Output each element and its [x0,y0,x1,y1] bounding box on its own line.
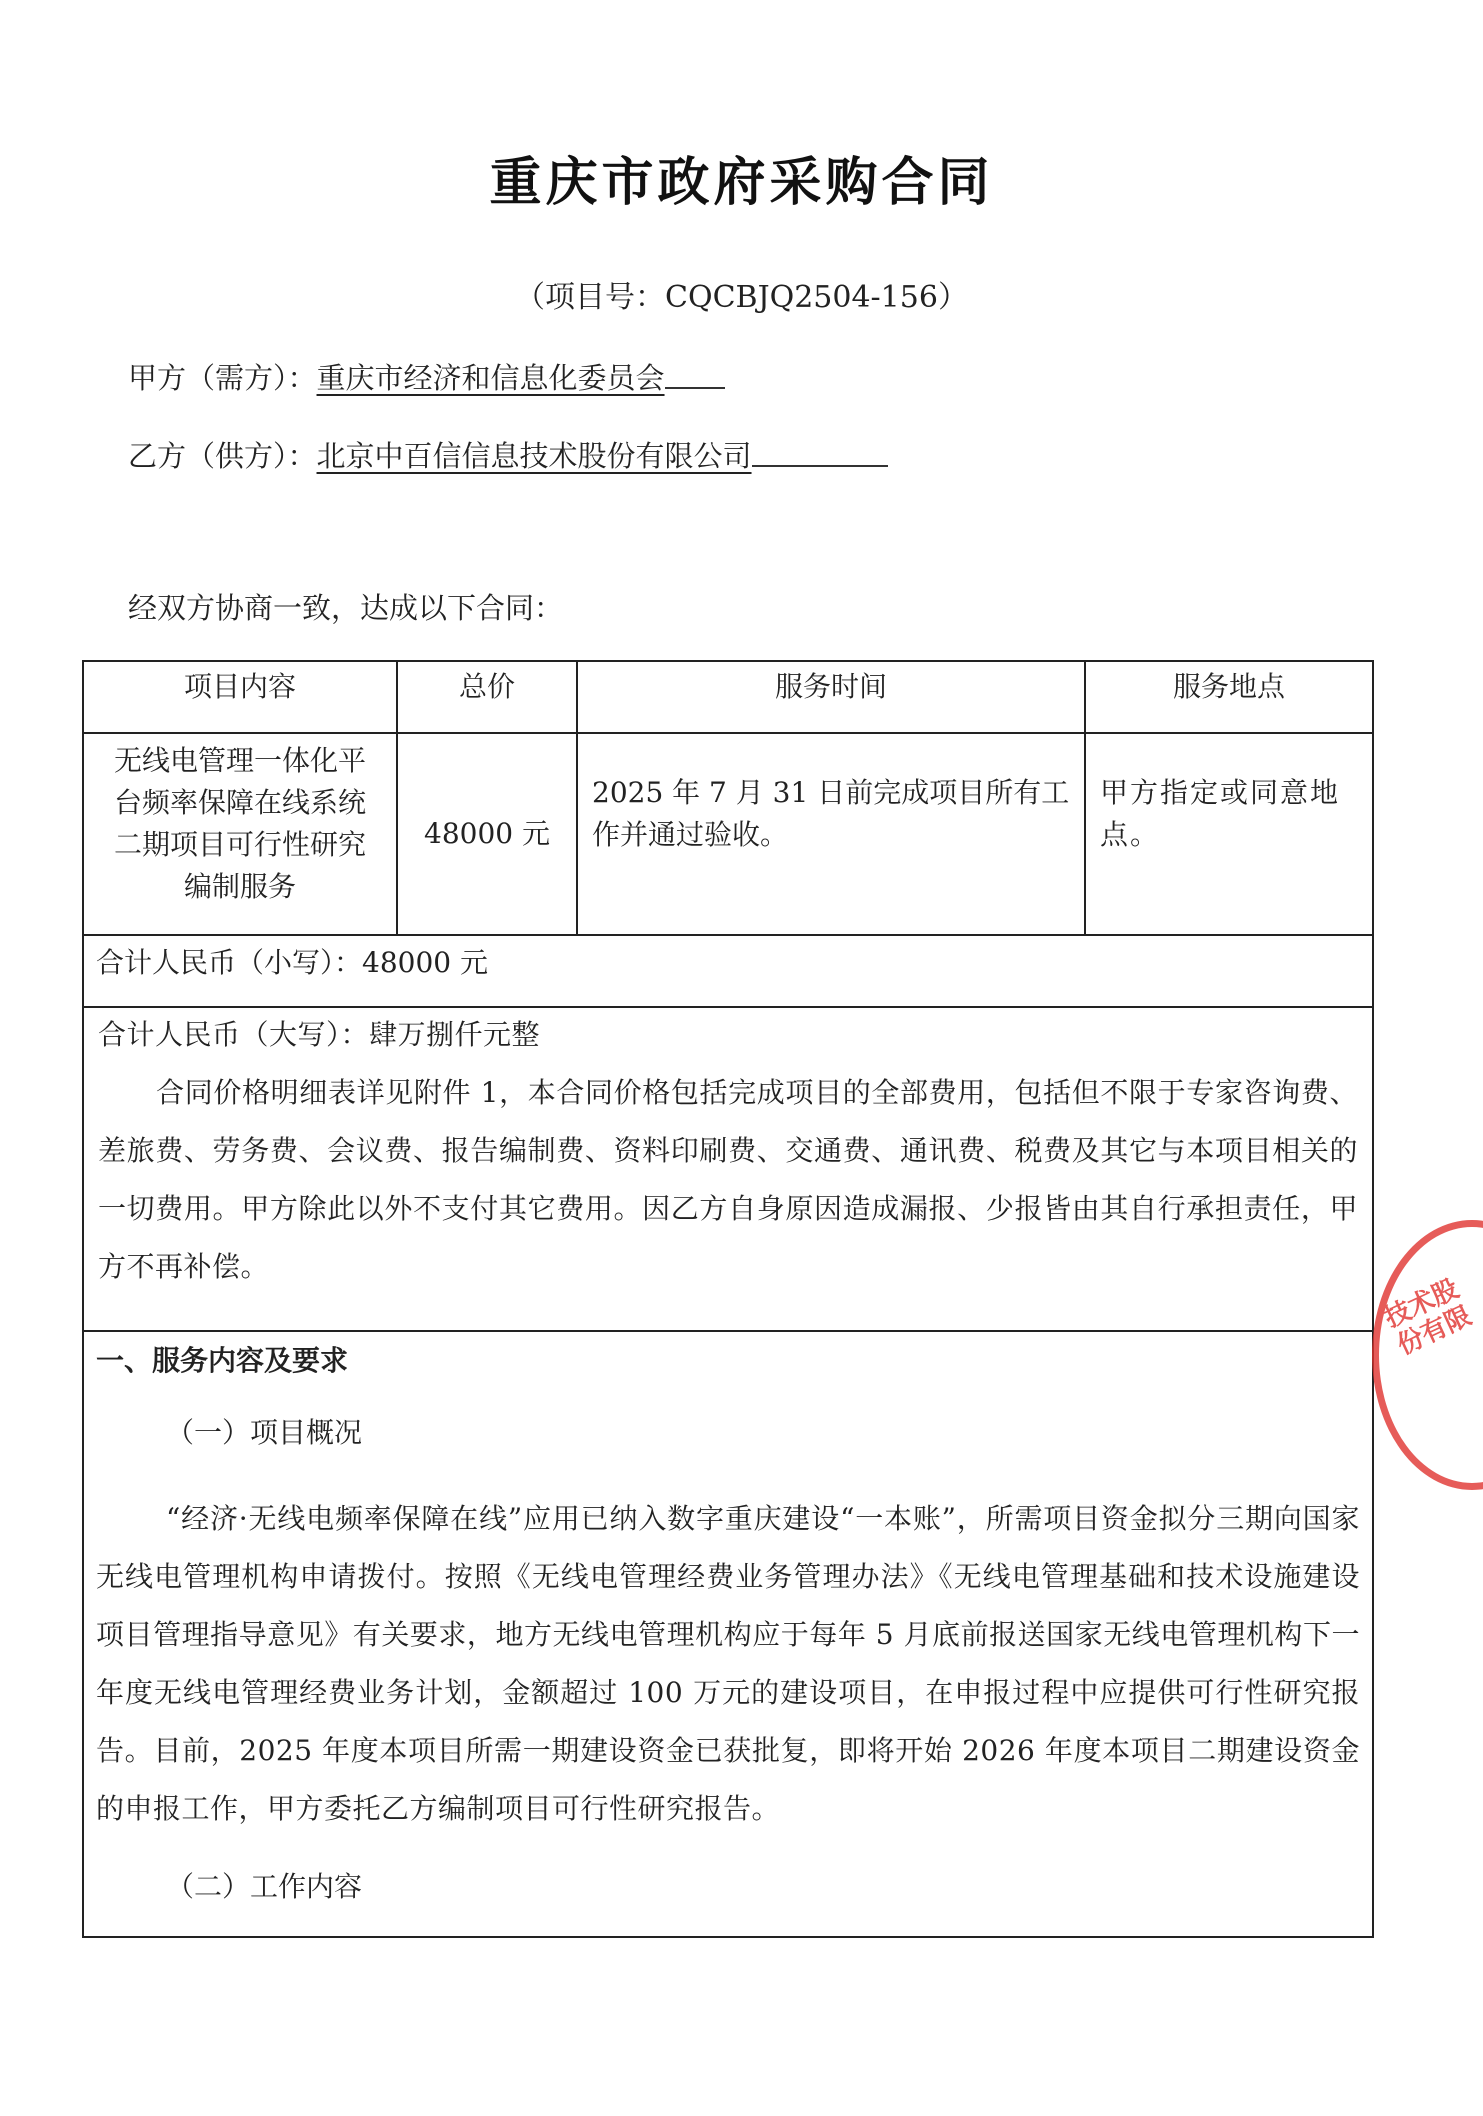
cell-item: 无线电管理一体化平台频率保障在线系统二期项目可行性研究编制服务 [83,733,397,935]
cell-price: 48000 元 [397,733,577,935]
table-header-row [83,661,1373,733]
price-note-cell [83,1007,1373,1331]
price-note-wrap [98,1064,1358,1296]
cell-time: 2025 年 7 月 31 日前完成项目所有工作并通过验收。 [577,733,1085,935]
total-upper: 合计人民币（大写）：肆万捌仟元整 [98,1018,541,1051]
company-seal [1372,1220,1483,1490]
party-a-label: 甲方（需方）： [128,361,317,395]
header-time: 服务时间 [577,661,1085,733]
section1-sub2: （二）工作内容 [166,1869,363,1903]
section1-cell [83,1331,1373,1937]
section1-body: “经济·无线电频率保障在线”应用已纳入数字重庆建设“一本账”，所需项目资金拟分三期向国家无线电管理机构申请拨付。按照《无线电管理经费业务管理办法》《无线电管理基础和技术设施建设项目管理指导意见》有关要求，地方无线电管理机构应于每年 5 月底前报送国家无线电管理机构下一年度无线电管理经费业务计划，金额超过 100 万元的建设项目，在申报过程中应提供可行性研究报告。目前，2025 年度本项目所需一期建设资金已获批复，即将开始 2026 年度本项目二期建设资金的申报工作，甲方委托乙方编制项目可行性研究报告。 [96,1501,1360,1825]
section1-row [83,1331,1373,1937]
table-row [83,733,1373,935]
section1-sub1: （一）项目概况 [166,1415,363,1449]
cell-place: 甲方指定或同意地点。 [1085,733,1373,935]
party-b-label: 乙方（供方）： [128,439,317,473]
price-note: 合同价格明细表详见附件 1，本合同价格包括完成项目的全部费用，包括但不限于专家咨询费、差旅费、劳务费、会议费、报告编制费、资料印刷费、交通费、通讯费、税费及其它与本项目相关的一切费用。甲方除此以外不支付其它费用。因乙方自身原因造成漏报、少报皆由其自行承担责任，甲方不再补偿。 [98,1076,1358,1283]
total-lower-row [83,935,1373,1007]
party-a [128,356,725,397]
party-b-underline [752,464,888,467]
seal-text: 技术股份有限 [1380,1273,1477,1362]
party-a-underline [665,386,725,389]
party-b-value: 北京中百信信息技术股份有限公司 [316,439,752,473]
contract-table [82,660,1374,1938]
party-b [128,434,888,475]
intro-text: 经双方协商一致，达成以下合同： [128,591,564,625]
document-title: 重庆市政府采购合同 [489,153,994,213]
party-a-value: 重庆市经济和信息化委员会 [316,361,665,395]
header-price: 总价 [397,661,577,733]
total-lower: 合计人民币（小写）：48000 元 [83,935,1373,1007]
project-number: （项目号：CQCBJQ2504-156） [515,280,968,315]
section1-heading: 一、服务内容及要求 [96,1343,349,1377]
header-item: 项目内容 [83,661,397,733]
header-place: 服务地点 [1085,661,1373,733]
total-upper-row [83,1007,1373,1331]
